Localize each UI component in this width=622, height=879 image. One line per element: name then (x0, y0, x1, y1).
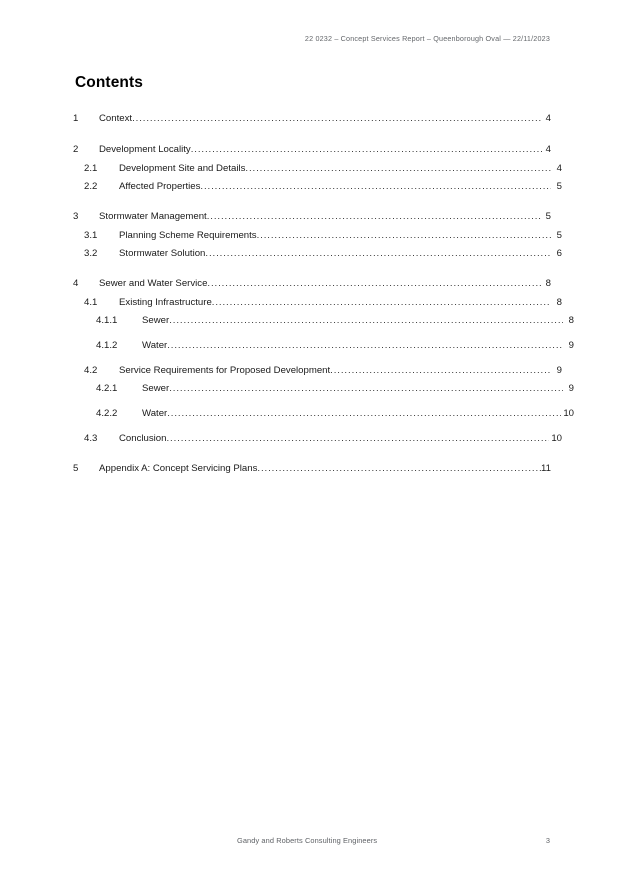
toc-entry-page-number: 10 (563, 408, 574, 419)
toc-entry-number: 4.2.2 (96, 408, 118, 419)
toc-entry-number: 4 (73, 278, 79, 289)
toc-entry-label: Sewer (142, 315, 170, 326)
toc-dot-leader (257, 231, 551, 241)
toc-entry[interactable] (73, 434, 562, 452)
toc-entry[interactable] (73, 249, 562, 267)
page-title: Contents (75, 74, 143, 91)
toc-entry-label: Development Site and Details (119, 163, 246, 174)
toc-entry-page-number: 8 (545, 278, 551, 289)
toc-entry-label: Stormwater Management (99, 211, 207, 222)
toc-dot-leader (167, 341, 562, 351)
toc-entry-label: Water (142, 340, 168, 351)
toc-entry-label: Existing Infrastructure (119, 297, 212, 308)
toc-entry-number: 4.1 (84, 297, 98, 308)
toc-dot-leader (207, 279, 542, 289)
toc-entry-page-number: 4 (545, 144, 551, 155)
toc-entry-number: 2 (73, 144, 79, 155)
toc-entry-page-number: 6 (556, 248, 562, 259)
toc-dot-leader (207, 212, 542, 222)
toc-entry-label: Stormwater Solution (119, 248, 206, 259)
toc-dot-leader (191, 145, 542, 155)
document-footer (72, 836, 550, 845)
toc-entry-label: Affected Properties (119, 181, 201, 192)
toc-entry[interactable] (73, 114, 551, 133)
toc-entry-page-number: 4 (545, 113, 551, 124)
toc-dot-leader (330, 366, 550, 376)
toc-entry[interactable] (73, 279, 551, 298)
toc-entry[interactable] (73, 384, 574, 403)
toc-entry-number: 4.3 (84, 433, 98, 444)
toc-entry-page-number: 5 (545, 211, 551, 222)
toc-dot-leader (132, 114, 542, 124)
toc-entry[interactable] (73, 182, 562, 200)
toc-entry[interactable] (73, 341, 574, 360)
toc-entry-label: Sewer (142, 383, 170, 394)
toc-entry-label: Planning Scheme Requirements (119, 230, 257, 241)
toc-entry-page-number: 5 (556, 181, 562, 192)
toc-dot-leader (169, 384, 562, 394)
footer-organisation: Gandy and Roberts Consulting Engineers (237, 836, 378, 845)
toc-entry-page-number: 8 (556, 297, 562, 308)
toc-entry-label: Sewer and Water Service (99, 278, 208, 289)
toc-entry[interactable] (73, 145, 551, 164)
toc-entry-label: Context (99, 113, 133, 124)
toc-entry-page-number: 8 (568, 315, 574, 326)
toc-entry[interactable] (73, 464, 551, 483)
toc-entry-page-number: 4 (556, 163, 562, 174)
toc-entry-number: 3.2 (84, 248, 98, 259)
toc-dot-leader (200, 182, 550, 192)
toc-entry-number: 1 (73, 113, 79, 124)
toc-entry[interactable] (73, 366, 562, 384)
toc-entry-label: Service Requirements for Proposed Development (119, 365, 331, 376)
toc-entry-number: 4.2.1 (96, 383, 118, 394)
toc-dot-leader (169, 316, 562, 326)
toc-entry-number: 3 (73, 211, 79, 222)
toc-entry[interactable] (73, 409, 574, 428)
toc-entry-number: 4.1.2 (96, 340, 118, 351)
toc-dot-leader (166, 434, 548, 444)
toc-dot-leader (212, 298, 551, 308)
toc-entry[interactable] (73, 212, 551, 231)
toc-dot-leader (245, 164, 550, 174)
toc-entry-number: 2.1 (84, 163, 98, 174)
toc-entry[interactable] (73, 231, 562, 249)
running-header: 22 0232 – Concept Services Report – Queenborough Oval — 22/11/2023 (304, 34, 550, 43)
toc-entry-label: Development Locality (99, 144, 191, 155)
toc-entry-label: Conclusion (119, 433, 167, 444)
toc-entry-number: 2.2 (84, 181, 98, 192)
toc-entry-number: 4.2 (84, 365, 98, 376)
table-of-contents (73, 113, 574, 483)
toc-entry-page-number: 9 (556, 365, 562, 376)
footer-page-number: 3 (545, 836, 550, 845)
toc-entry-page-number: 9 (568, 340, 574, 351)
toc-entry-number: 5 (73, 463, 79, 474)
toc-entry-page-number: 10 (551, 433, 562, 444)
toc-entry-number: 3.1 (84, 230, 98, 241)
toc-dot-leader (257, 464, 541, 474)
toc-entry[interactable] (73, 164, 562, 182)
toc-entry[interactable] (73, 298, 562, 316)
toc-entry-label: Appendix A: Concept Servicing Plans (99, 463, 258, 474)
toc-entry-page-number: 9 (568, 383, 574, 394)
toc-dot-leader (205, 249, 550, 259)
toc-entry-number: 4.1.1 (96, 315, 118, 326)
toc-entry-page-number: 11 (541, 463, 551, 474)
toc-entry-page-number: 5 (556, 230, 562, 241)
toc-dot-leader (167, 409, 561, 419)
toc-entry[interactable] (73, 316, 574, 335)
toc-entry-label: Water (142, 408, 168, 419)
